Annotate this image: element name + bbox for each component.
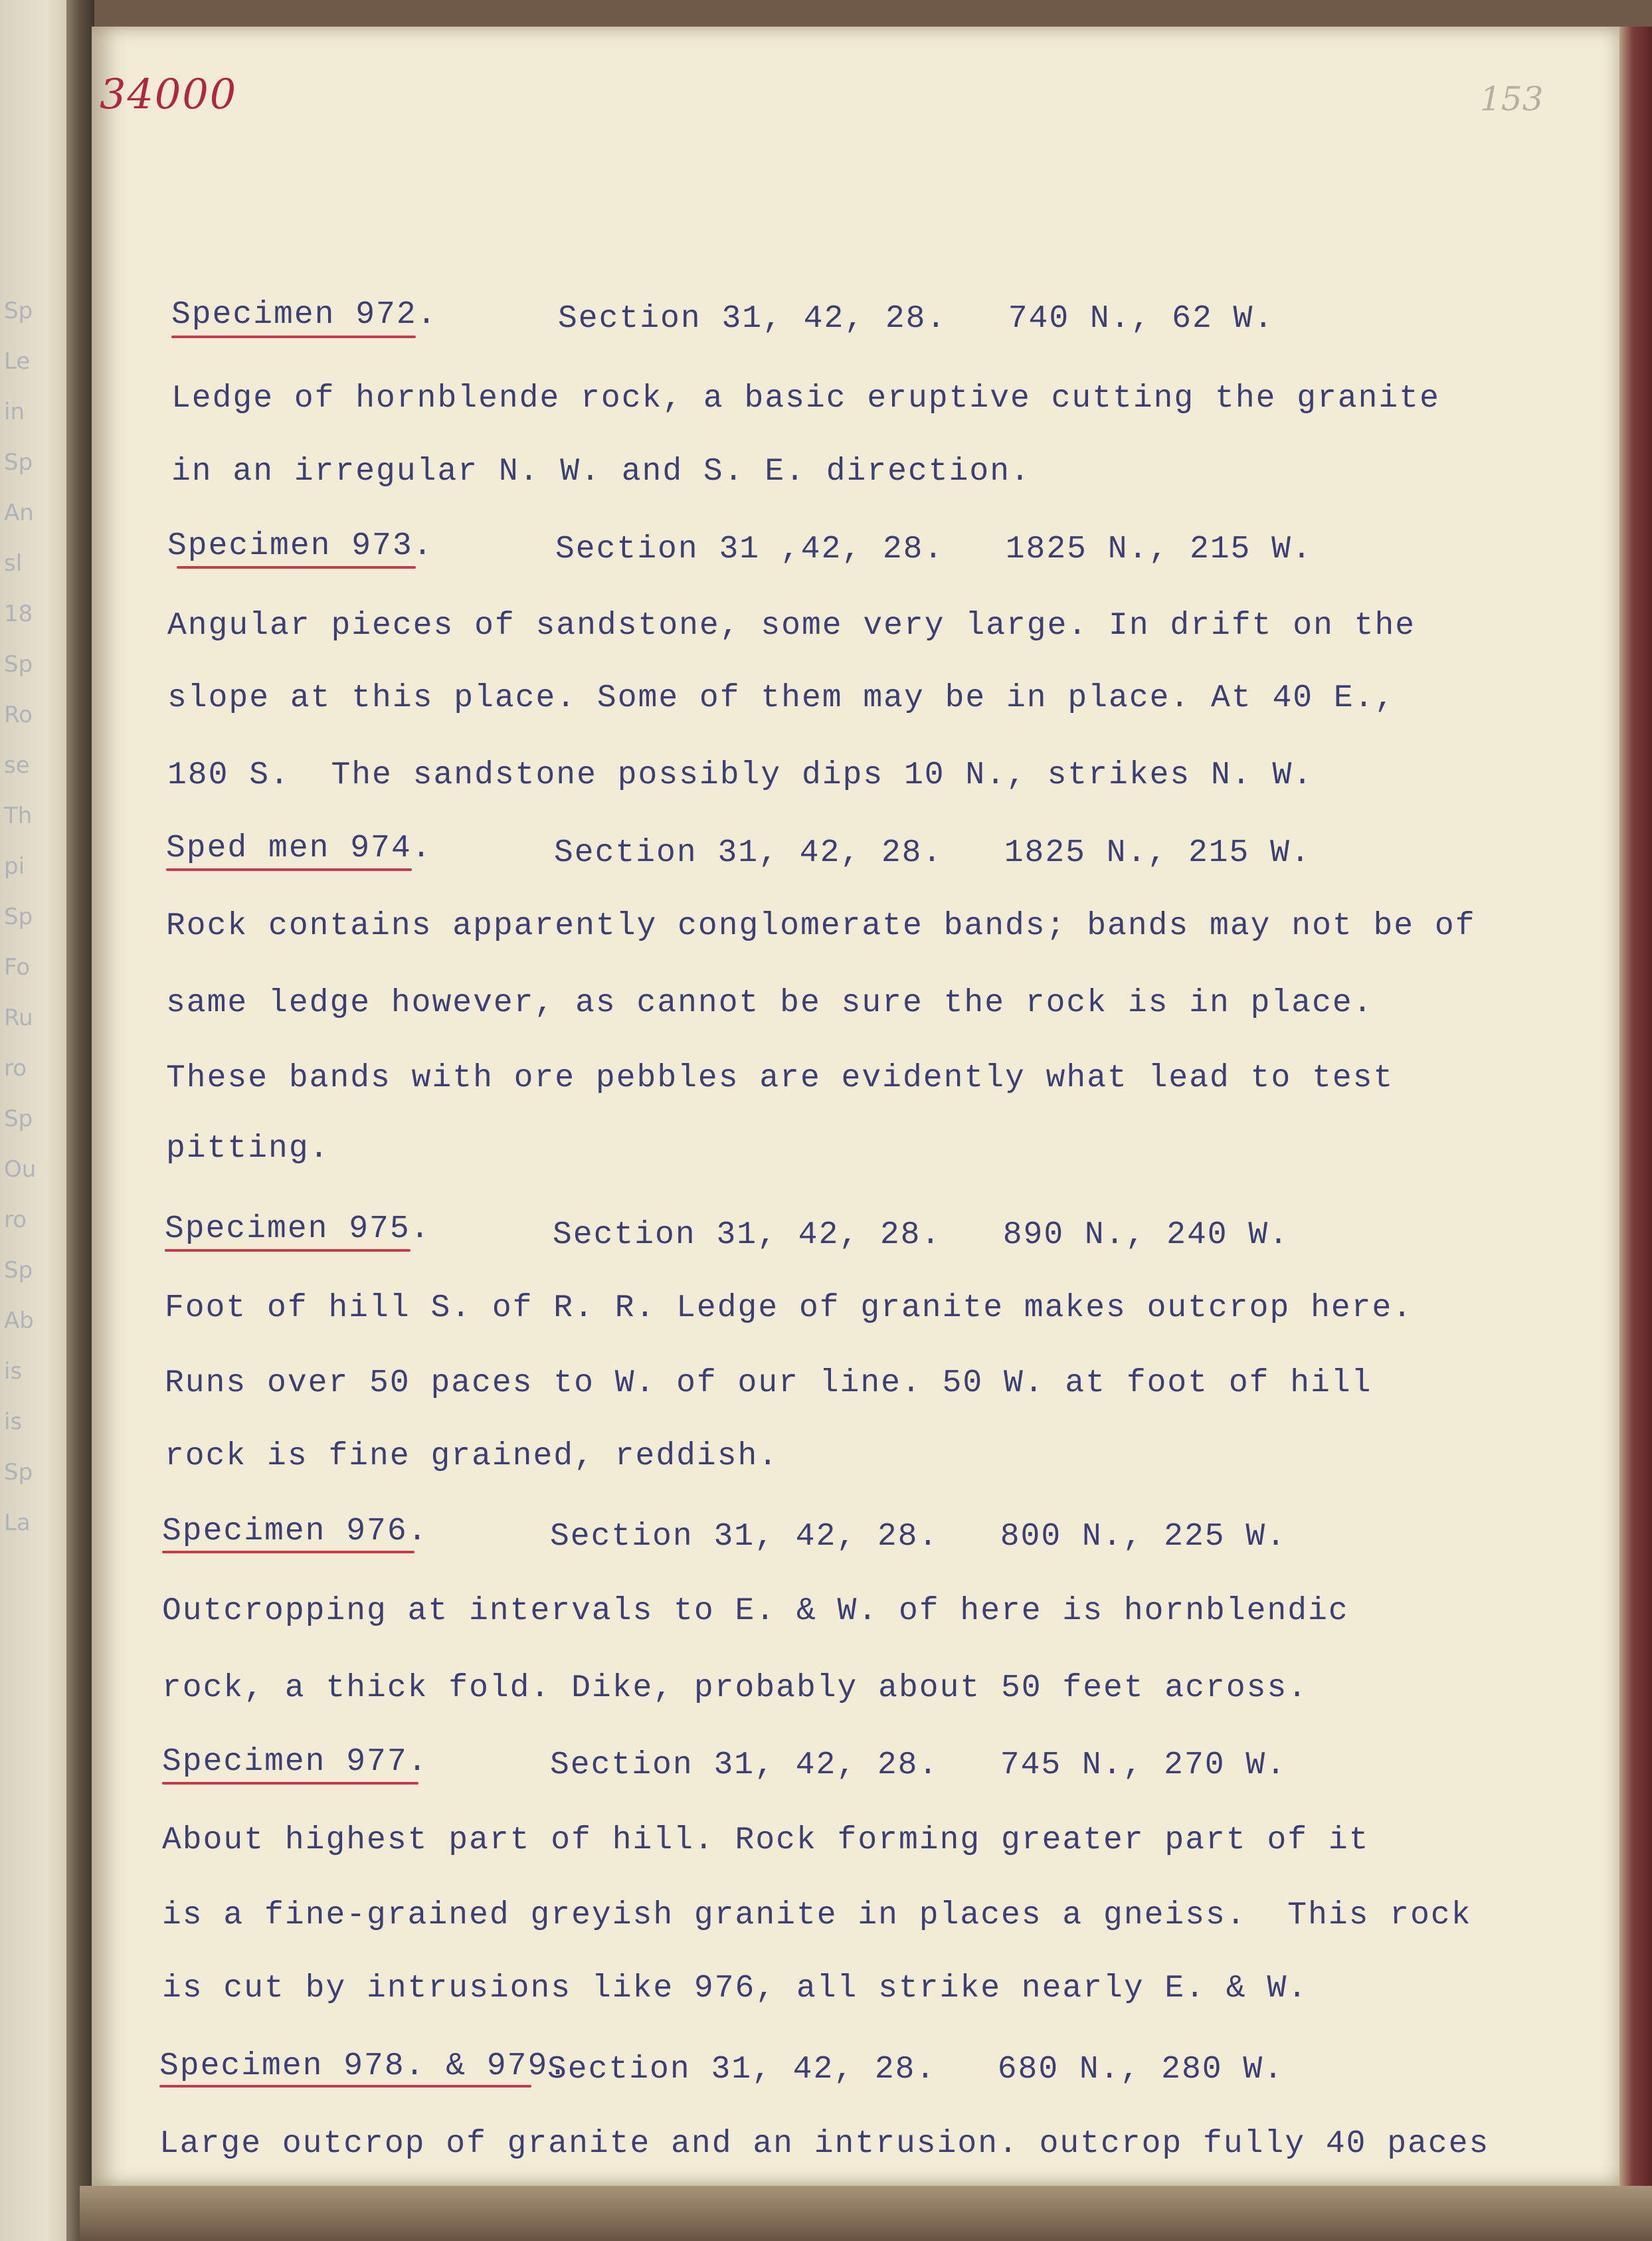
specimen-location: Section 31, 42, 28. 740 N., 62 W.	[558, 301, 1275, 337]
fragment: Sp	[4, 1257, 33, 1284]
entry-text-line: Large outcrop of granite and an intrusion. outcrop fully 40 paces	[159, 2126, 1490, 2162]
fragment: ro	[4, 1207, 27, 1233]
fragment: in	[4, 399, 25, 425]
fragment: pi	[4, 853, 25, 880]
pencil-page-number: 34000	[100, 70, 238, 118]
specimen-location: Section 31, 42, 28. 745 N., 270 W.	[550, 1747, 1287, 1783]
fragment: Th	[4, 803, 33, 829]
fragment: Sp	[4, 904, 33, 930]
entry-text-line: slope at this place. Some of them may be in place. At 40 E.,	[167, 680, 1396, 716]
red-underline	[171, 336, 416, 338]
entry-text-line: Outcropping at intervals to E. & W. of here is hornblendic	[162, 1593, 1349, 1629]
fragment: Fo	[4, 954, 31, 981]
book-bottom-edge	[80, 2186, 1652, 2241]
entry-text-line: Rock contains apparently conglomerate bands; bands may not be of	[166, 908, 1476, 944]
red-underline	[159, 2085, 531, 2088]
folio-number: 153	[1480, 80, 1544, 118]
notebook-page	[92, 27, 1619, 2186]
fragment: Ab	[4, 1308, 34, 1334]
red-underline	[165, 1249, 411, 1252]
fragment: Sp	[4, 651, 33, 678]
book-gutter	[66, 0, 94, 2241]
entry-text-line: is cut by intrusions like 976, all strike nearly E. & W.	[162, 1971, 1309, 2006]
specimen-heading: Specimen 972.	[171, 297, 438, 333]
specimen-location: Section 31, 42, 28. 800 N., 225 W.	[550, 1519, 1287, 1555]
fragment: Sp	[4, 1106, 33, 1132]
specimen-location: Section 31, 42, 28. 890 N., 240 W.	[553, 1217, 1289, 1253]
fragment: An	[4, 500, 34, 526]
fragment: Ou	[4, 1156, 37, 1183]
fragment: 18	[4, 601, 33, 627]
entry-text-line: Angular pieces of sandstone, some very large. In drift on the	[167, 608, 1416, 644]
entry-text-line: rock, a thick fold. Dike, probably about 50 feet across.	[162, 1670, 1309, 1706]
entry-text-line: in an irregular N. W. and S. E. direction.	[171, 454, 1031, 490]
specimen-heading: Specimen 977.	[162, 1744, 428, 1780]
fragment: Sp	[4, 1459, 33, 1486]
fragment: is	[4, 1358, 23, 1385]
entry-text-line: Runs over 50 paces to W. of our line. 50 W. at foot of hill	[165, 1365, 1372, 1401]
fragment: se	[4, 752, 30, 779]
specimen-heading: Specimen 976.	[162, 1513, 428, 1549]
book-cover-edge	[1619, 27, 1652, 2219]
entry-text-line: Ledge of hornblende rock, a basic eruptive cutting the granite	[171, 381, 1440, 417]
fragment: La	[4, 1510, 31, 1536]
fragment: sl	[4, 550, 23, 577]
entry-text-line: rock is fine grained, reddish.	[165, 1438, 779, 1474]
entry-text-line: same ledge however, as cannot be sure the rock is in place.	[166, 985, 1374, 1021]
specimen-heading: Specimen 978. & 979.	[159, 2048, 569, 2084]
entry-text-line: pitting.	[166, 1131, 330, 1167]
red-underline	[162, 1551, 414, 1553]
specimen-location: Section 31 ,42, 28. 1825 N., 215 W.	[555, 532, 1313, 567]
specimen-location: Section 31, 42, 28. 680 N., 280 W.	[547, 2052, 1284, 2088]
fragment: Le	[4, 348, 31, 375]
entry-text-line: is a fine-grained greyish granite in places a gneiss. This rock	[162, 1898, 1472, 1933]
fragment: Sp	[4, 449, 33, 476]
specimen-heading: Specimen 973.	[167, 528, 434, 564]
fragment: Sp	[4, 298, 33, 324]
red-underline	[166, 868, 412, 871]
entry-text-line: 180 S. The sandstone possibly dips 10 N., strikes N. W.	[167, 757, 1314, 793]
entry-text-line: Foot of hill S. of R. R. Ledge of granite makes outcrop here.	[165, 1290, 1414, 1326]
fragment: Ro	[4, 702, 33, 728]
red-underline	[177, 566, 416, 569]
red-underline	[162, 1782, 418, 1785]
fragment: ro	[4, 1055, 27, 1082]
entry-text-line: About highest part of hill. Rock forming greater part of it	[162, 1822, 1370, 1858]
specimen-heading: Sped men 974.	[166, 830, 432, 866]
fragment: is	[4, 1409, 23, 1435]
entry-text-line: These bands with ore pebbles are evidently what lead to test	[166, 1060, 1394, 1096]
fragment: Ru	[4, 1005, 33, 1031]
specimen-location: Section 31, 42, 28. 1825 N., 215 W.	[554, 835, 1311, 871]
specimen-heading: Specimen 975.	[165, 1211, 431, 1247]
